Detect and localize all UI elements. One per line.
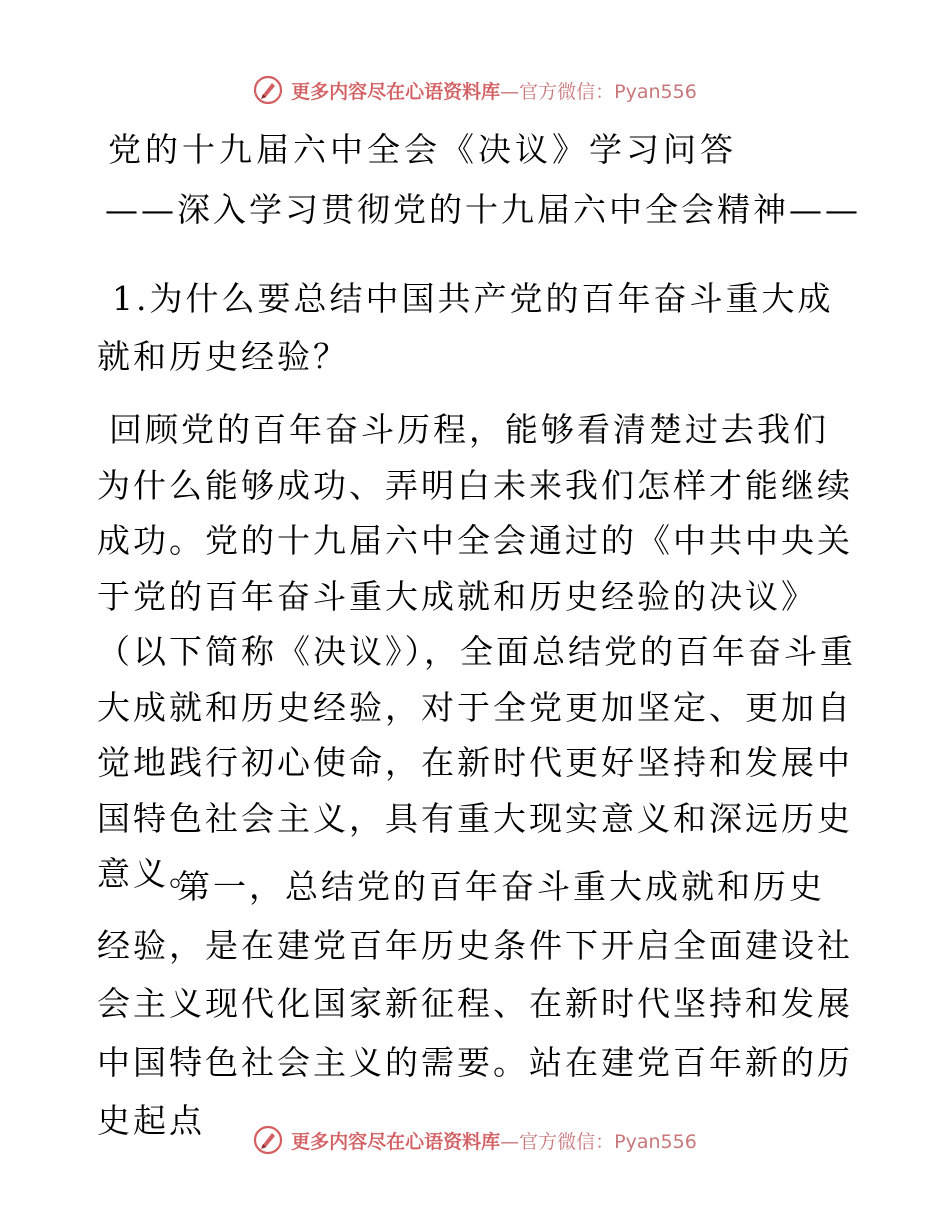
pen-nib-logo-icon — [253, 75, 283, 105]
body-paragraph-1: 回顾党的百年奋斗历程，能够看清楚过去我们为什么能够成功、弄明白未来我们怎样才能继续成功。党的十九届六中全会通过的《中共中央关于党的百年奋斗重大成就和历史经验的决议》（以下简称《决议》），全面总结党的百年奋斗重大成就和历史经验，对于全党更加坚定、更加自觉地践行初心使命，在新时代更好坚持和发展中国特色社会主义，具有重大现实意义和深远历史意义。 — [97, 410, 856, 893]
watermark-text-bold: 更多内容尽在心语资料库 — [291, 1130, 501, 1153]
header-watermark — [0, 70, 950, 110]
watermark-text — [291, 77, 697, 104]
question-heading: 1.为什么要总结中国共产党的百年奋斗重大成就和历史经验？ — [97, 279, 834, 376]
page-subtitle: ——深入学习贯彻党的十九届六中全会精神—— — [105, 190, 861, 229]
watermark-text — [291, 1127, 697, 1154]
watermark-text-light: —官方微信：Pyan556 — [500, 1130, 697, 1153]
body-paragraph-2: 第一，总结党的百年奋斗重大成就和历史经验，是在建党百年历史条件下开启全面建设社会主义现代化国家新征程、在新时代坚持和发展中国特色社会主义的需要。站在建党百年新的历史起点 — [97, 867, 853, 1140]
page-title: 党的十九届六中全会《决议》学习问答 — [108, 130, 737, 169]
watermark-text-light: —官方微信：Pyan556 — [500, 80, 697, 103]
watermark-text-bold: 更多内容尽在心语资料库 — [291, 80, 501, 103]
footer-watermark — [0, 1120, 950, 1160]
pen-nib-logo-icon — [253, 1125, 283, 1155]
